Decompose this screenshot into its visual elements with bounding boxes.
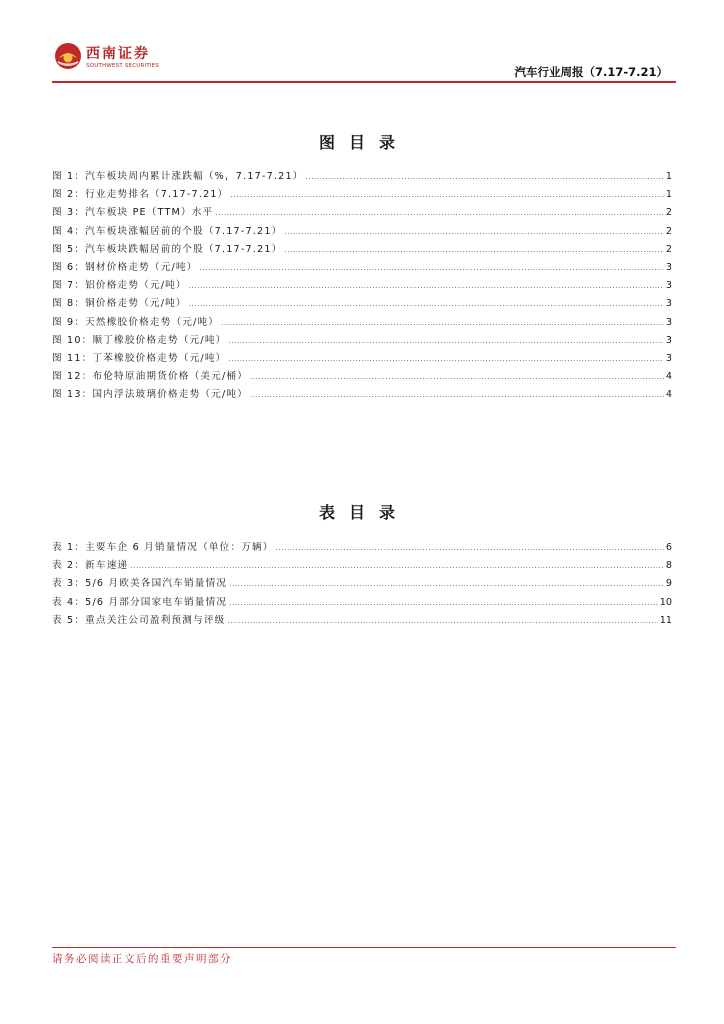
toc-entry-label[interactable]: 表 4：5/6 月部分国家电车销量情况 — [52, 596, 228, 608]
toc-dot-leader — [306, 168, 664, 186]
toc-entry-label[interactable]: 图 5：汽车板块跌幅居前的个股（7.17-7.21） — [52, 243, 283, 255]
toc-entry[interactable] — [52, 557, 672, 575]
toc-dot-leader — [227, 612, 657, 630]
toc-entry-label[interactable]: 图 4：汽车板块涨幅居前的个股（7.17-7.21） — [52, 225, 283, 237]
toc-dot-leader — [200, 259, 664, 277]
toc-entry-label[interactable]: 图 6：钢材价格走势（元/吨） — [52, 261, 198, 273]
toc-dot-leader — [284, 223, 663, 241]
toc-entry-page[interactable]: 8 — [665, 560, 672, 572]
tables-toc — [52, 539, 672, 630]
toc-entry-page[interactable]: 11 — [659, 614, 672, 626]
toc-dot-leader — [284, 241, 663, 259]
toc-entry[interactable] — [52, 241, 672, 259]
toc-entry[interactable] — [52, 204, 672, 222]
toc-entry-label[interactable]: 表 1：主要车企 6 月销量情况（单位：万辆） — [52, 542, 274, 553]
figures-toc — [52, 168, 672, 404]
toc-entry[interactable] — [52, 368, 672, 386]
toc-entry-page[interactable]: 2 — [665, 225, 672, 237]
toc-entry-label[interactable]: 表 5：重点关注公司盈利预测与评级 — [52, 614, 226, 626]
toc-entry-label[interactable]: 图 8：铜价格走势（元/吨） — [52, 298, 187, 310]
toc-dot-leader — [130, 557, 664, 575]
toc-entry-page[interactable]: 10 — [659, 596, 672, 608]
toc-dot-leader — [228, 350, 663, 368]
toc-entry-label[interactable]: 图 9：天然橡胶价格走势（元/吨） — [52, 316, 220, 328]
toc-dot-leader — [215, 204, 663, 222]
toc-entry-label[interactable]: 表 3：5/6 月欧美各国汽车销量情况 — [52, 578, 228, 590]
toc-entry[interactable] — [52, 186, 672, 204]
toc-entry-label[interactable]: 图 12：布伦特原油期货价格（美元/桶） — [52, 371, 248, 383]
company-logo-icon — [54, 42, 82, 70]
toc-entry-label[interactable]: 图 7：铝价格走势（元/吨） — [52, 280, 187, 292]
toc-dot-leader — [250, 368, 664, 386]
brand-name-en: SOUTHWEST SECURITIES — [86, 63, 160, 69]
company-logo — [52, 40, 182, 76]
toc-entry[interactable] — [52, 277, 672, 295]
toc-entry-label[interactable]: 图 1：汽车板块周内累计涨跌幅（%，7.17-7.21） — [52, 171, 304, 182]
footer-disclaimer: 请务必阅读正文后的重要声明部分 — [52, 953, 232, 965]
toc-entry[interactable] — [52, 594, 672, 612]
toc-entry-label[interactable]: 图 2：行业走势排名（7.17-7.21） — [52, 189, 229, 201]
toc-entry[interactable] — [52, 386, 672, 404]
figures-toc-title: 图目录 — [318, 133, 409, 152]
toc-entry-page[interactable]: 1 — [665, 189, 672, 201]
toc-entry-page[interactable]: 2 — [665, 207, 672, 219]
toc-dot-leader — [229, 575, 664, 593]
toc-entry-label[interactable]: 图 11：丁苯橡胶价格走势（元/吨） — [52, 352, 227, 364]
toc-dot-leader — [276, 539, 664, 557]
toc-entry[interactable] — [52, 332, 672, 350]
toc-dot-leader — [189, 295, 664, 313]
toc-entry[interactable] — [52, 223, 672, 241]
toc-entry-page[interactable]: 6 — [665, 542, 672, 553]
toc-entry-page[interactable]: 3 — [665, 261, 672, 273]
toc-entry-page[interactable]: 3 — [665, 334, 672, 346]
toc-entry-page[interactable]: 4 — [665, 371, 672, 383]
toc-entry[interactable] — [52, 539, 672, 557]
toc-entry[interactable] — [52, 612, 672, 630]
brand-name-cn: 西南证券 — [86, 46, 150, 62]
toc-entry-page[interactable]: 3 — [665, 316, 672, 328]
toc-entry-page[interactable]: 3 — [665, 298, 672, 310]
toc-dot-leader — [221, 314, 664, 332]
toc-entry[interactable] — [52, 314, 672, 332]
toc-entry-page[interactable]: 1 — [665, 171, 672, 182]
toc-dot-leader — [228, 332, 663, 350]
toc-entry-page[interactable]: 4 — [665, 389, 672, 401]
toc-entry-label[interactable]: 图 3：汽车板块 PE（TTM）水平 — [52, 207, 214, 219]
toc-entry[interactable] — [52, 295, 672, 313]
toc-entry-label[interactable]: 表 2：新车速递 — [52, 560, 129, 572]
toc-entry-page[interactable]: 2 — [665, 243, 672, 255]
toc-entry-page[interactable]: 9 — [665, 578, 672, 590]
page-header — [52, 40, 676, 84]
header-divider — [52, 81, 676, 83]
toc-entry-label[interactable]: 图 13：国内浮法玻璃价格走势（元/吨） — [52, 389, 248, 401]
toc-dot-leader — [250, 386, 664, 404]
tables-toc-title: 表目录 — [318, 503, 409, 522]
toc-entry[interactable] — [52, 168, 672, 186]
toc-entry-page[interactable]: 3 — [665, 280, 672, 292]
footer-divider — [52, 947, 676, 948]
toc-dot-leader — [189, 277, 664, 295]
toc-entry[interactable] — [52, 575, 672, 593]
toc-dot-leader — [229, 594, 658, 612]
toc-entry[interactable] — [52, 259, 672, 277]
toc-entry-page[interactable]: 3 — [665, 352, 672, 364]
toc-dot-leader — [230, 186, 663, 204]
report-title: 汽车行业周报（7.17-7.21） — [514, 65, 668, 79]
toc-entry[interactable] — [52, 350, 672, 368]
toc-entry-label[interactable]: 图 10：顺丁橡胶价格走势（元/吨） — [52, 334, 227, 346]
